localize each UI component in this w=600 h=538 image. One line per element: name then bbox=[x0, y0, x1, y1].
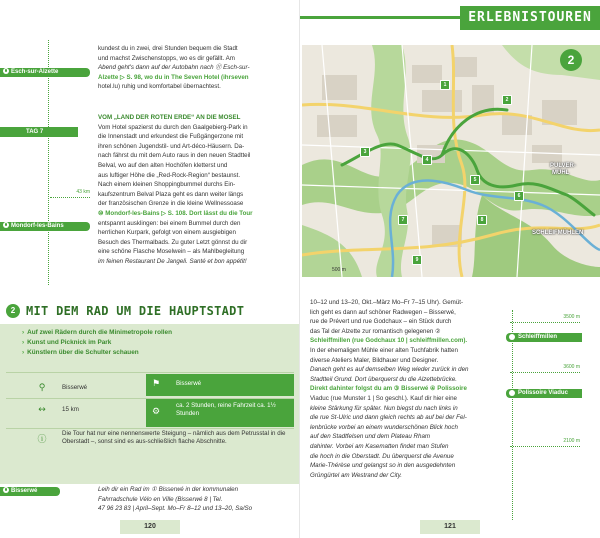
route-marker-viaduc: Polissoire Viaduc bbox=[506, 389, 582, 398]
route-marker-schleiffmillen: Schleiffmillen bbox=[506, 333, 582, 342]
chevron-right-icon: › bbox=[22, 339, 25, 346]
map-pin[interactable]: 3 bbox=[360, 147, 370, 157]
chevron-right-icon: › bbox=[22, 349, 25, 356]
route-number-badge: 2 bbox=[560, 49, 582, 71]
distance-marker: 2100 m bbox=[510, 438, 580, 445]
bike-tour-text: Leih dir ein Rad im ① Bisserwé in der kommunalen Fahrradschule Vélo en Ville (Bisserwé 8 | Tel. 47 96 23 83 | April–Sept. Mo–Fr 8–12 und 13–20, Sa/So bbox=[98, 486, 253, 513]
distance-marker: 3600 m bbox=[510, 364, 580, 371]
location-pin-icon bbox=[509, 390, 515, 396]
distance-marker: 43 km bbox=[50, 189, 90, 196]
feature-item: › Künstlern über die Schulter schauen bbox=[22, 349, 139, 356]
bicycle-icon: ⚙ bbox=[151, 407, 161, 417]
page-number-left: 120 bbox=[120, 520, 180, 534]
location-pin-icon bbox=[3, 68, 9, 74]
feature-item: › Kunst und Picknick im Park bbox=[22, 339, 112, 346]
map-label: MÜHL bbox=[552, 170, 570, 176]
end-cell bbox=[146, 374, 294, 396]
day7-text: VOM „LAND DER ROTEN ERDE“ AN DIE MOSEL Vom Hotel spazierst du durch den Gaalgebierg-Park in die Innenstadt und erkundest die Fußgängerzone mit ihren schönen Jugendstil- und Art-déco-Häusern. Da- nach fährst du mit dem Auto raus in den neuen Stadtteil Belval, wo auf den alten Hochöfen kletterst und aus luftiger Höhe die „Red-Rock-Region“ bestaunst. Nach einem kleinen Shoppingbummel durchs Ein- kaufszentrum Belval Plaza geht es dann weiter längs der französischen Grenze in die kleine Wellnessoase ⑩ Mondorf-les-Bains ▷ S. 108. Dort lässt du die Tour entspannt ausklingen: bei einem Bummel durch den herrlichen Kurpark, gefolgt von einem ausgiebigen Besuch des Thermalbads. Zu guter Letzt gönnst du dir eine schöne Flasche Moselwein – als Mahlbegleitung im feinen Restaurant De Jangeli. Santé et bon appétit! bbox=[98, 113, 294, 267]
section-header: ERLEBNISTOUREN bbox=[460, 6, 600, 30]
map-pin[interactable]: 8 bbox=[477, 215, 487, 225]
section-banner bbox=[0, 300, 300, 322]
info-icon: ⓘ bbox=[37, 435, 47, 445]
map-pin[interactable]: 4 bbox=[422, 155, 432, 165]
map-pin[interactable]: 2 bbox=[502, 95, 512, 105]
map-pin[interactable]: 9 bbox=[412, 255, 422, 265]
location-pin-icon bbox=[3, 487, 9, 493]
section-number: 2 bbox=[6, 304, 20, 318]
route-marker-bisserwe: Bisserwé bbox=[0, 487, 60, 496]
distance-icon: ↔ bbox=[38, 405, 46, 415]
flag-icon: ⚑ bbox=[151, 379, 161, 389]
map-pin[interactable]: 5 bbox=[470, 175, 480, 185]
page-number-right: 121 bbox=[420, 520, 480, 534]
location-pin-icon bbox=[509, 334, 515, 340]
tour-note: Die Tour hat nur eine nennenswerte Steigung – nämlich aus dem Petrusstal in die Oberstadt –, sonst sind es aus-schließlich flache Abschnitte. bbox=[62, 430, 286, 445]
map-pin[interactable]: 1 bbox=[440, 80, 450, 90]
distance: 15 km bbox=[62, 406, 79, 413]
map-graphic bbox=[302, 45, 600, 277]
end-point: Bisserwé bbox=[176, 380, 202, 387]
location-pin-icon: ⚲ bbox=[38, 383, 46, 393]
map-pin[interactable]: 7 bbox=[398, 215, 408, 225]
start-point: Bisserwé bbox=[62, 384, 88, 391]
right-body-text: 10–12 und 13–20, Okt.–März Mo–Fr 7–15 Uhr). Gemüt- lich geht es dann auf schöner Radwegen – Bisserwé, rue de Prévert und rue Godchaux – ein Stück durch das Tal der Alzette zur romantisch gelegenen ② Schleiffmillen (rue Godchaux 10 | schleiffmillen.com). In der ehemaligen Mühle einer alten Tuchfabrik hatten diverse Ateliers Maler, Bildhauer und Designer. Danach geht es auf demselben Weg wieder zurück in den Stadtteil Grund. Dort überquerst du die Alzettebrücke. Direkt dahinter folgst du am ③ Bisserwé ④ Polissoire Viaduc (rue Munster 1 | So geschl.). Kauf dir hier eine kleine Stärkung für später. Nun biegst du nach links in die rue St-Ulric und dann gleich rechts ab auf bei der Fel- lenbrücke vorbei an einem wunderschönen Blick hoch auf den Stadtfelsen und dem Plateau Rham dahinter. Vorbei am Kasematten findet man Stufen die hoch in die Oberstadt. Du überquerst die Avenue Marie-Thérèse und gelangst so in den ausgedehnten Grüngürtel am Westrand der City. bbox=[310, 299, 469, 479]
section-heading: VOM „LAND DER ROTEN ERDE“ AN DIE MOSEL bbox=[98, 114, 241, 121]
section-title: MIT DEM RAD UM DIE HAUPTSTADT bbox=[26, 304, 245, 318]
day-tag: TAG 7 bbox=[0, 127, 78, 137]
location-pin-icon bbox=[3, 222, 9, 228]
intro-text: kundest du in zwei, drei Stunden bequem die Stadt und machst Zwischenstopps, wo es dir gefällt. Am Abend geht's dann auf der Autobahn nach ⑪ Esch-sur- Alzette ▷ S. 98, wo du in The Seven Hotel (ihrseven hotel.lu) ruhig und komfortabel übernachtest. bbox=[98, 45, 250, 91]
feature-item: › Auf zwei Rädern durch die Minimetropole rollen bbox=[22, 329, 173, 336]
map-label: SCHLEIFMÜHLEN bbox=[532, 230, 584, 236]
city-map bbox=[302, 45, 600, 277]
map-pin[interactable]: 6 bbox=[514, 191, 524, 201]
duration: ca. 2 Stunden, reine Fahrzeit ca. 1½ Stunden bbox=[176, 402, 276, 417]
route-marker-esch: Esch-sur-Alzette bbox=[0, 68, 90, 77]
route-marker-mondorf: Mondorf-les-Bains bbox=[0, 222, 90, 231]
map-scale: 500 m bbox=[332, 267, 346, 273]
chevron-right-icon: › bbox=[22, 329, 25, 336]
distance-marker: 3500 m bbox=[510, 314, 580, 321]
map-label: PULVER- bbox=[550, 163, 576, 169]
